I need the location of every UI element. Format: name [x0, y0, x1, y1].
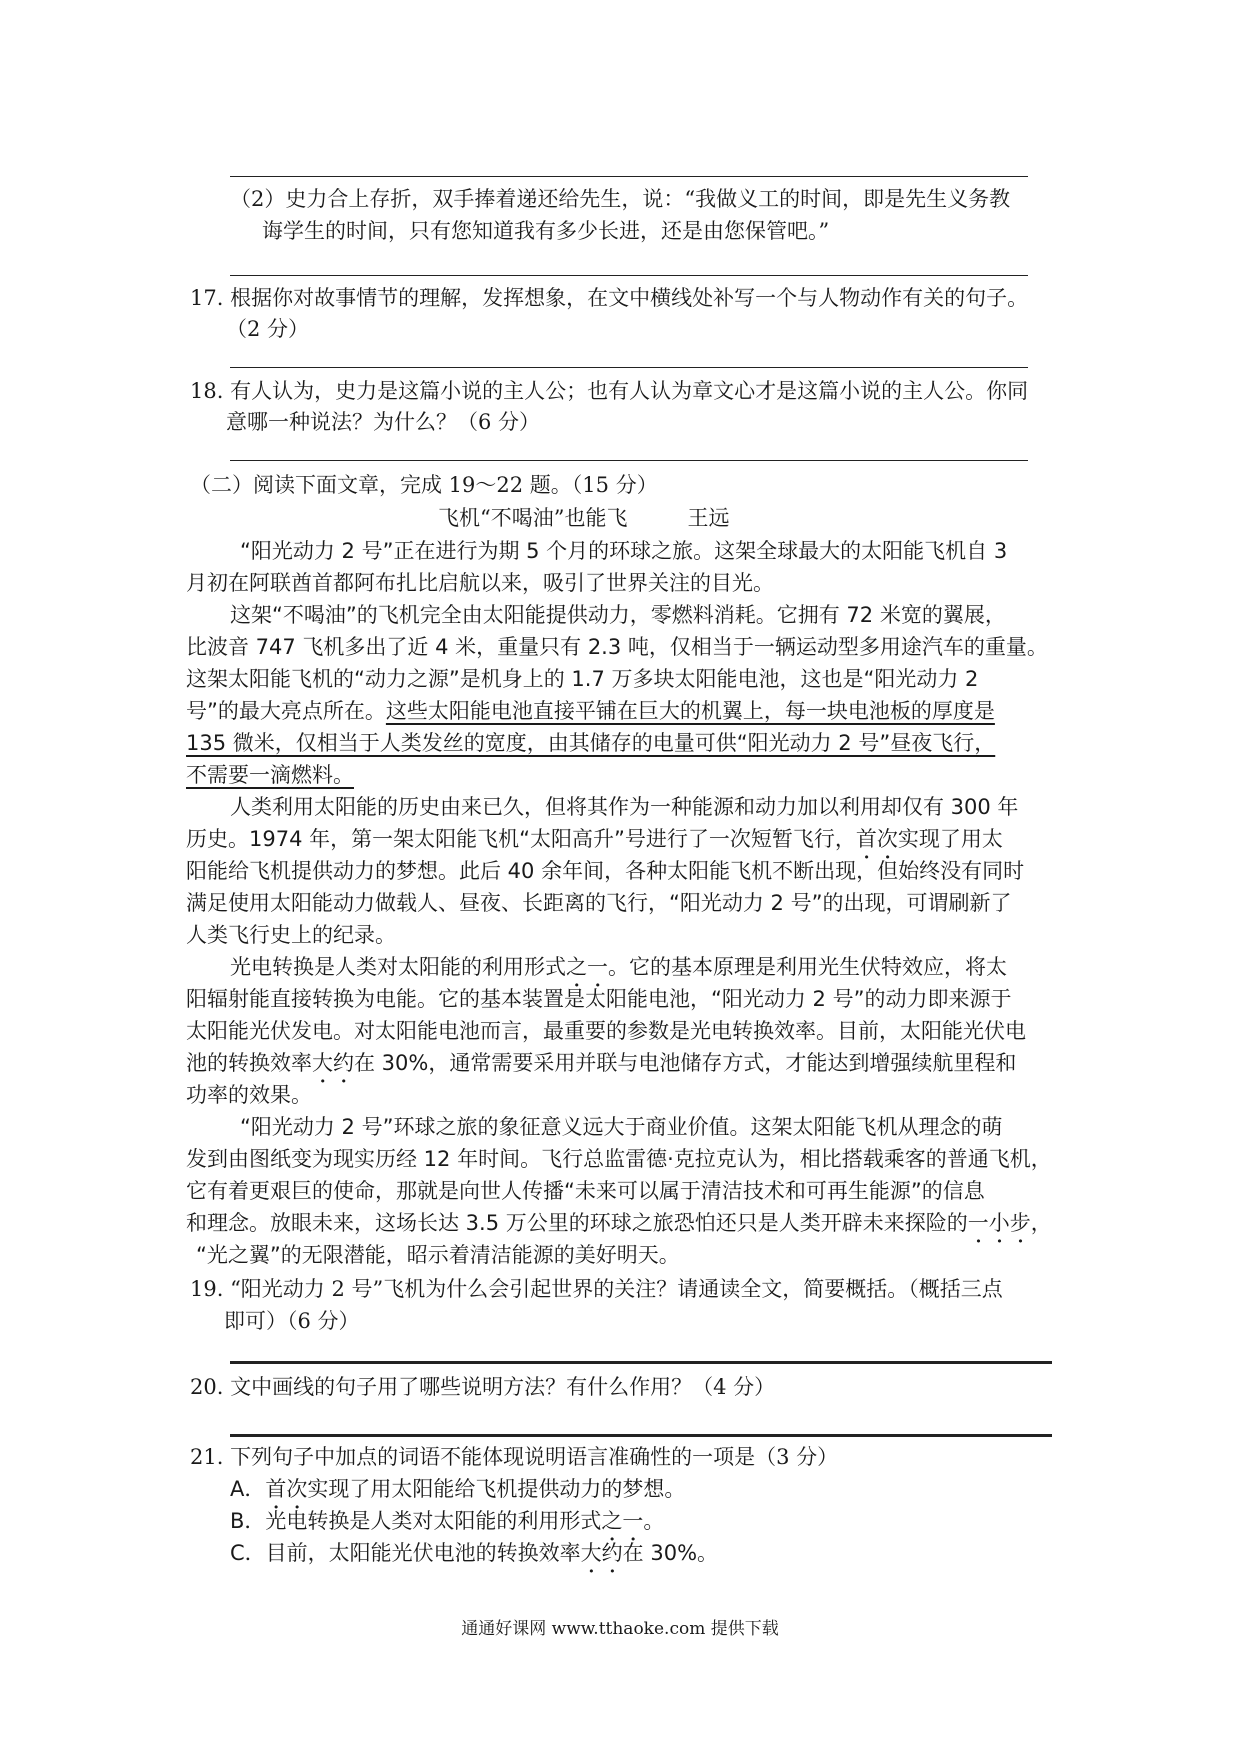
p2-l3: 这架太阳能飞机的“动力之源”是机身上的 1.7 万多块太阳能电池，这也是“阳光动力 2	[186, 667, 979, 691]
p5-l1: “阳光动力 2 号”环球之旅的象征意义远大于商业价值。这架太阳能飞机从理念的萌	[240, 1115, 1003, 1139]
p2-l4	[186, 696, 995, 726]
dotted-word-zhiyi: 之一	[566, 955, 608, 979]
p3-l3: 阳能给飞机提供动力的梦想。此后 40 余年间，各种太阳能飞机不断出现，但始终没有同时	[186, 859, 1025, 883]
p4-l3: 太阳能光伏发电。对太阳能电池而言，最重要的参数是光电转换效率。目前，太阳能光伏电	[186, 1019, 1026, 1043]
article-title: 飞机“不喝油”也能飞	[438, 506, 628, 530]
footer-source: 通通好课网 www.tthaoke.com 提供下载	[461, 1619, 779, 1639]
p3-l2-text: 历史。1974 年，第一架太阳能飞机“太阳高升”号进行了一次短暂飞行，	[186, 827, 856, 851]
q21-option-c	[230, 1538, 718, 1578]
p1-l2: 月初在阿联酋首都阿布扎比启航以来，吸引了世界关注的目光。	[186, 571, 774, 595]
section-heading: （二）阅读下面文章，完成 19～22 题。（15 分）	[190, 473, 658, 497]
option-a-letter: A．	[230, 1477, 266, 1501]
option-c-text: C．目前，太阳能光伏电池的转换效率	[230, 1541, 581, 1565]
p1-l1: “阳光动力 2 号”正在进行为期 5 个月的环球之旅。这架全球最大的太阳能飞机自 3	[240, 539, 1008, 563]
option-b-text: B．光电转换是人类对太阳能的利用形式	[230, 1509, 602, 1533]
p3-l4: 满足使用太阳能动力做载人、昼夜、长距离的飞行，“阳光动力 2 号”的出现，可谓刷新了	[186, 891, 1012, 915]
p2-l4-plain: 号”的最大亮点所在。	[186, 699, 386, 723]
p4-l1-text-end: 。它的基本原理是利用光生伏特效应，将太	[608, 955, 1007, 979]
answer-line-20	[230, 1434, 1052, 1437]
dotted-word-yixiaobu: 一小步	[967, 1211, 1031, 1235]
option-a-text: 实现了用太阳能给飞机提供动力的梦想。	[307, 1477, 686, 1501]
answer-line-17	[230, 367, 1028, 368]
p5-l4-text-end: ，	[1030, 1211, 1052, 1235]
p4-l1-text: 光电转换是人类对太阳能的利用形式	[230, 955, 566, 979]
p3-l5: 人类飞行史上的纪录。	[186, 923, 396, 947]
answer-line-16-1	[230, 176, 1028, 177]
q18-line1: 18. 有人认为，史力是这篇小说的主人公；也有人认为章文心才是这篇小说的主人公。你同	[190, 379, 1029, 403]
p4-l2: 阳辐射能直接转换为电能。它的基本装置是太阳能电池，“阳光动力 2 号”的动力即来源于	[186, 987, 1012, 1011]
option-c-text-end: 在 30%。	[622, 1541, 719, 1565]
answer-line-18	[230, 460, 1028, 461]
p2-l2: 比波音 747 飞机多出了近 4 米，重量只有 2.3 吨，仅相当于一辆运动型多用途汽车的重量。	[186, 635, 1048, 659]
p4-l4-text: 池的转换效率	[186, 1051, 312, 1075]
q18-line2: 意哪一种说法？为什么？（6 分）	[226, 410, 541, 434]
p3-l2-text-end: 实现了用太	[897, 827, 1003, 851]
answer-line-16-2	[230, 275, 1028, 276]
dotted-word-dayue: 大约	[312, 1051, 354, 1075]
underlined-sentence-part1: 这些太阳能电池直接平铺在巨大的机翼上，每一块电池板的厚度是	[385, 699, 995, 723]
q17-line2: （2 分）	[226, 317, 310, 341]
answer-line-19	[230, 1361, 1052, 1364]
option-c-dotted-word: 大约	[580, 1541, 623, 1565]
underlined-sentence-part3: 不需要一滴燃料。	[186, 763, 354, 787]
q19-line1: 19. “阳光动力 2 号”飞机为什么会引起世界的关注？请通读全文，简要概括。（概括三点	[190, 1277, 1003, 1301]
p3-l1: 人类利用太阳能的历史由来已久，但将其作为一种能源和动力加以利用却仅有 300 年	[230, 795, 1019, 819]
q21-line1: 21. 下列句子中加点的词语不能体现说明语言准确性的一项是（3 分）	[190, 1445, 839, 1469]
article-title-line	[438, 503, 729, 533]
article-author: 王远	[687, 506, 730, 530]
underlined-sentence-part2: 135 微米，仅相当于人类发丝的宽度，由其储存的电量可供“阳光动力 2 号”昼夜飞行，	[186, 731, 996, 755]
q20-line1: 20. 文中画线的句子用了哪些说明方法？有什么作用？（4 分）	[190, 1375, 776, 1399]
p5-l4-text: 和理念。放眼未来，这场长达 3.5 万公里的环球之旅恐怕还只是人类开辟未来探险的	[186, 1211, 968, 1235]
q17-line1: 17. 根据你对故事情节的理解，发挥想象，在文中横线处补写一个与人物动作有关的句子。	[190, 286, 1029, 310]
p5-l2: 发到由图纸变为现实历经 12 年时间。飞行总监雷德·克拉克认为，相比搭载乘客的普通飞机，	[186, 1147, 1052, 1171]
q16-2-line1: （2）史力合上存折，双手捧着递还给先生，说：“我做义工的时间，即是先生义务教	[230, 187, 1011, 211]
p4-l5: 功率的效果。	[186, 1083, 312, 1107]
q16-2-line2: 诲学生的时间，只有您知道我有多少长进，还是由您保管吧。”	[262, 219, 830, 243]
q19-line2: 即可）（6 分）	[224, 1309, 360, 1333]
dotted-word-shouci: 首次	[855, 827, 898, 851]
p2-l1: 这架“不喝油”的飞机完全由太阳能提供动力，零燃料消耗。它拥有 72 米宽的翼展，	[230, 603, 1006, 627]
p5-l3: 它有着更艰巨的使命，那就是向世人传播“未来可以属于清洁技术和可再生能源”的信息	[186, 1179, 985, 1203]
option-b-text-end: 。	[643, 1509, 665, 1533]
option-a-dotted-word: 首次	[265, 1477, 308, 1501]
p5-l5: “光之翼”的无限潜能，昭示着清洁能源的美好明天。	[196, 1243, 680, 1267]
option-b-dotted-word: 之一	[601, 1509, 644, 1533]
p4-l4-text-end: 在 30%，通常需要采用并联与电池储存方式，才能达到增强续航里程和	[354, 1051, 1017, 1075]
